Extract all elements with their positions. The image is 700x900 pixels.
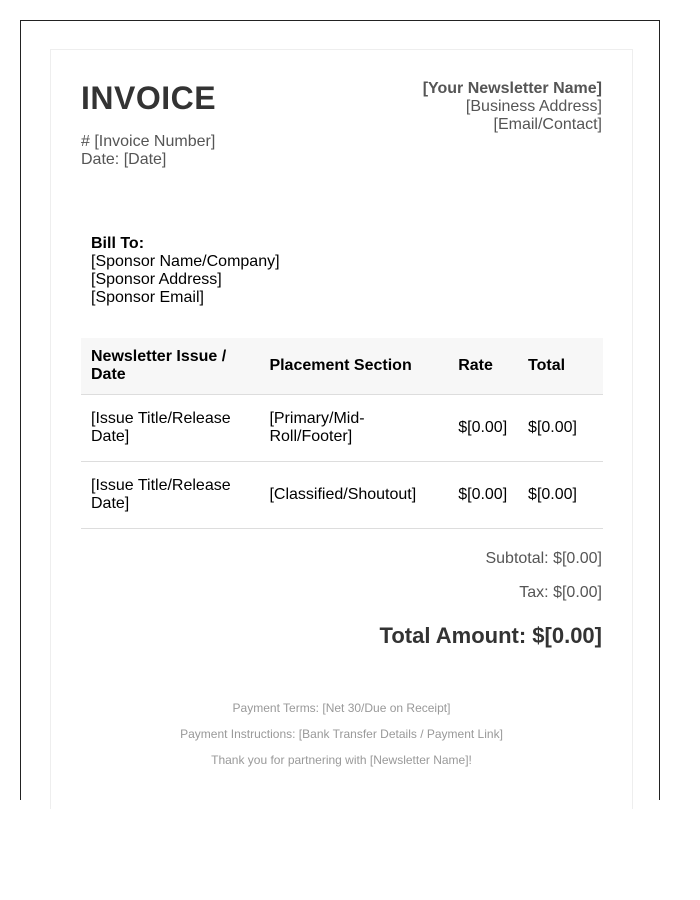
- business-contact: [Email/Contact]: [493, 116, 602, 133]
- sponsor-email: [Sponsor Email]: [91, 289, 204, 306]
- row-placement: [Classified/Shoutout]: [259, 462, 448, 529]
- bill-to-section: [91, 235, 280, 307]
- invoice-number: # [Invoice Number]: [81, 133, 216, 150]
- page-frame: [20, 20, 660, 800]
- row-issue: [Issue Title/Release Date]: [81, 395, 259, 462]
- bill-to-label: Bill To:: [91, 235, 145, 252]
- sponsor-address: [Sponsor Address]: [91, 271, 222, 288]
- invoice-meta: [81, 133, 215, 169]
- row-total: $[0.00]: [518, 395, 603, 462]
- header-rate: Rate: [448, 338, 518, 395]
- business-name: [Your Newsletter Name]: [422, 80, 602, 97]
- row-placement: [Primary/Mid-Roll/Footer]: [259, 395, 448, 462]
- tax: Tax: $[0.00]: [519, 584, 602, 601]
- row-rate: $[0.00]: [448, 395, 518, 462]
- subtotal: Subtotal: $[0.00]: [485, 550, 602, 567]
- thank-you-note: Thank you for partnering with [Newsletter Name]!: [211, 753, 472, 767]
- row-issue: [Issue Title/Release Date]: [81, 462, 259, 529]
- payment-terms: Payment Terms: [Net 30/Due on Receipt]: [232, 701, 451, 715]
- table-row: [81, 462, 603, 529]
- header-placement: Placement Section: [259, 338, 448, 395]
- invoice-date: Date: [Date]: [81, 151, 167, 168]
- line-items-table: [81, 338, 603, 529]
- table-row: [81, 395, 603, 462]
- payment-instructions: Payment Instructions: [Bank Transfer Details / Payment Link]: [180, 727, 503, 741]
- header-issue-date: Newsletter Issue / Date: [81, 338, 259, 395]
- invoice-title: INVOICE: [81, 80, 217, 116]
- row-rate: $[0.00]: [448, 462, 518, 529]
- invoice-sheet: [50, 49, 633, 809]
- table-header-row: [81, 338, 603, 395]
- row-total: $[0.00]: [518, 462, 603, 529]
- total-amount: Total Amount: $[0.00]: [379, 623, 602, 648]
- business-info: [423, 80, 602, 134]
- sponsor-name: [Sponsor Name/Company]: [91, 253, 280, 270]
- business-address: [Business Address]: [465, 98, 602, 115]
- header-total: Total: [518, 338, 603, 395]
